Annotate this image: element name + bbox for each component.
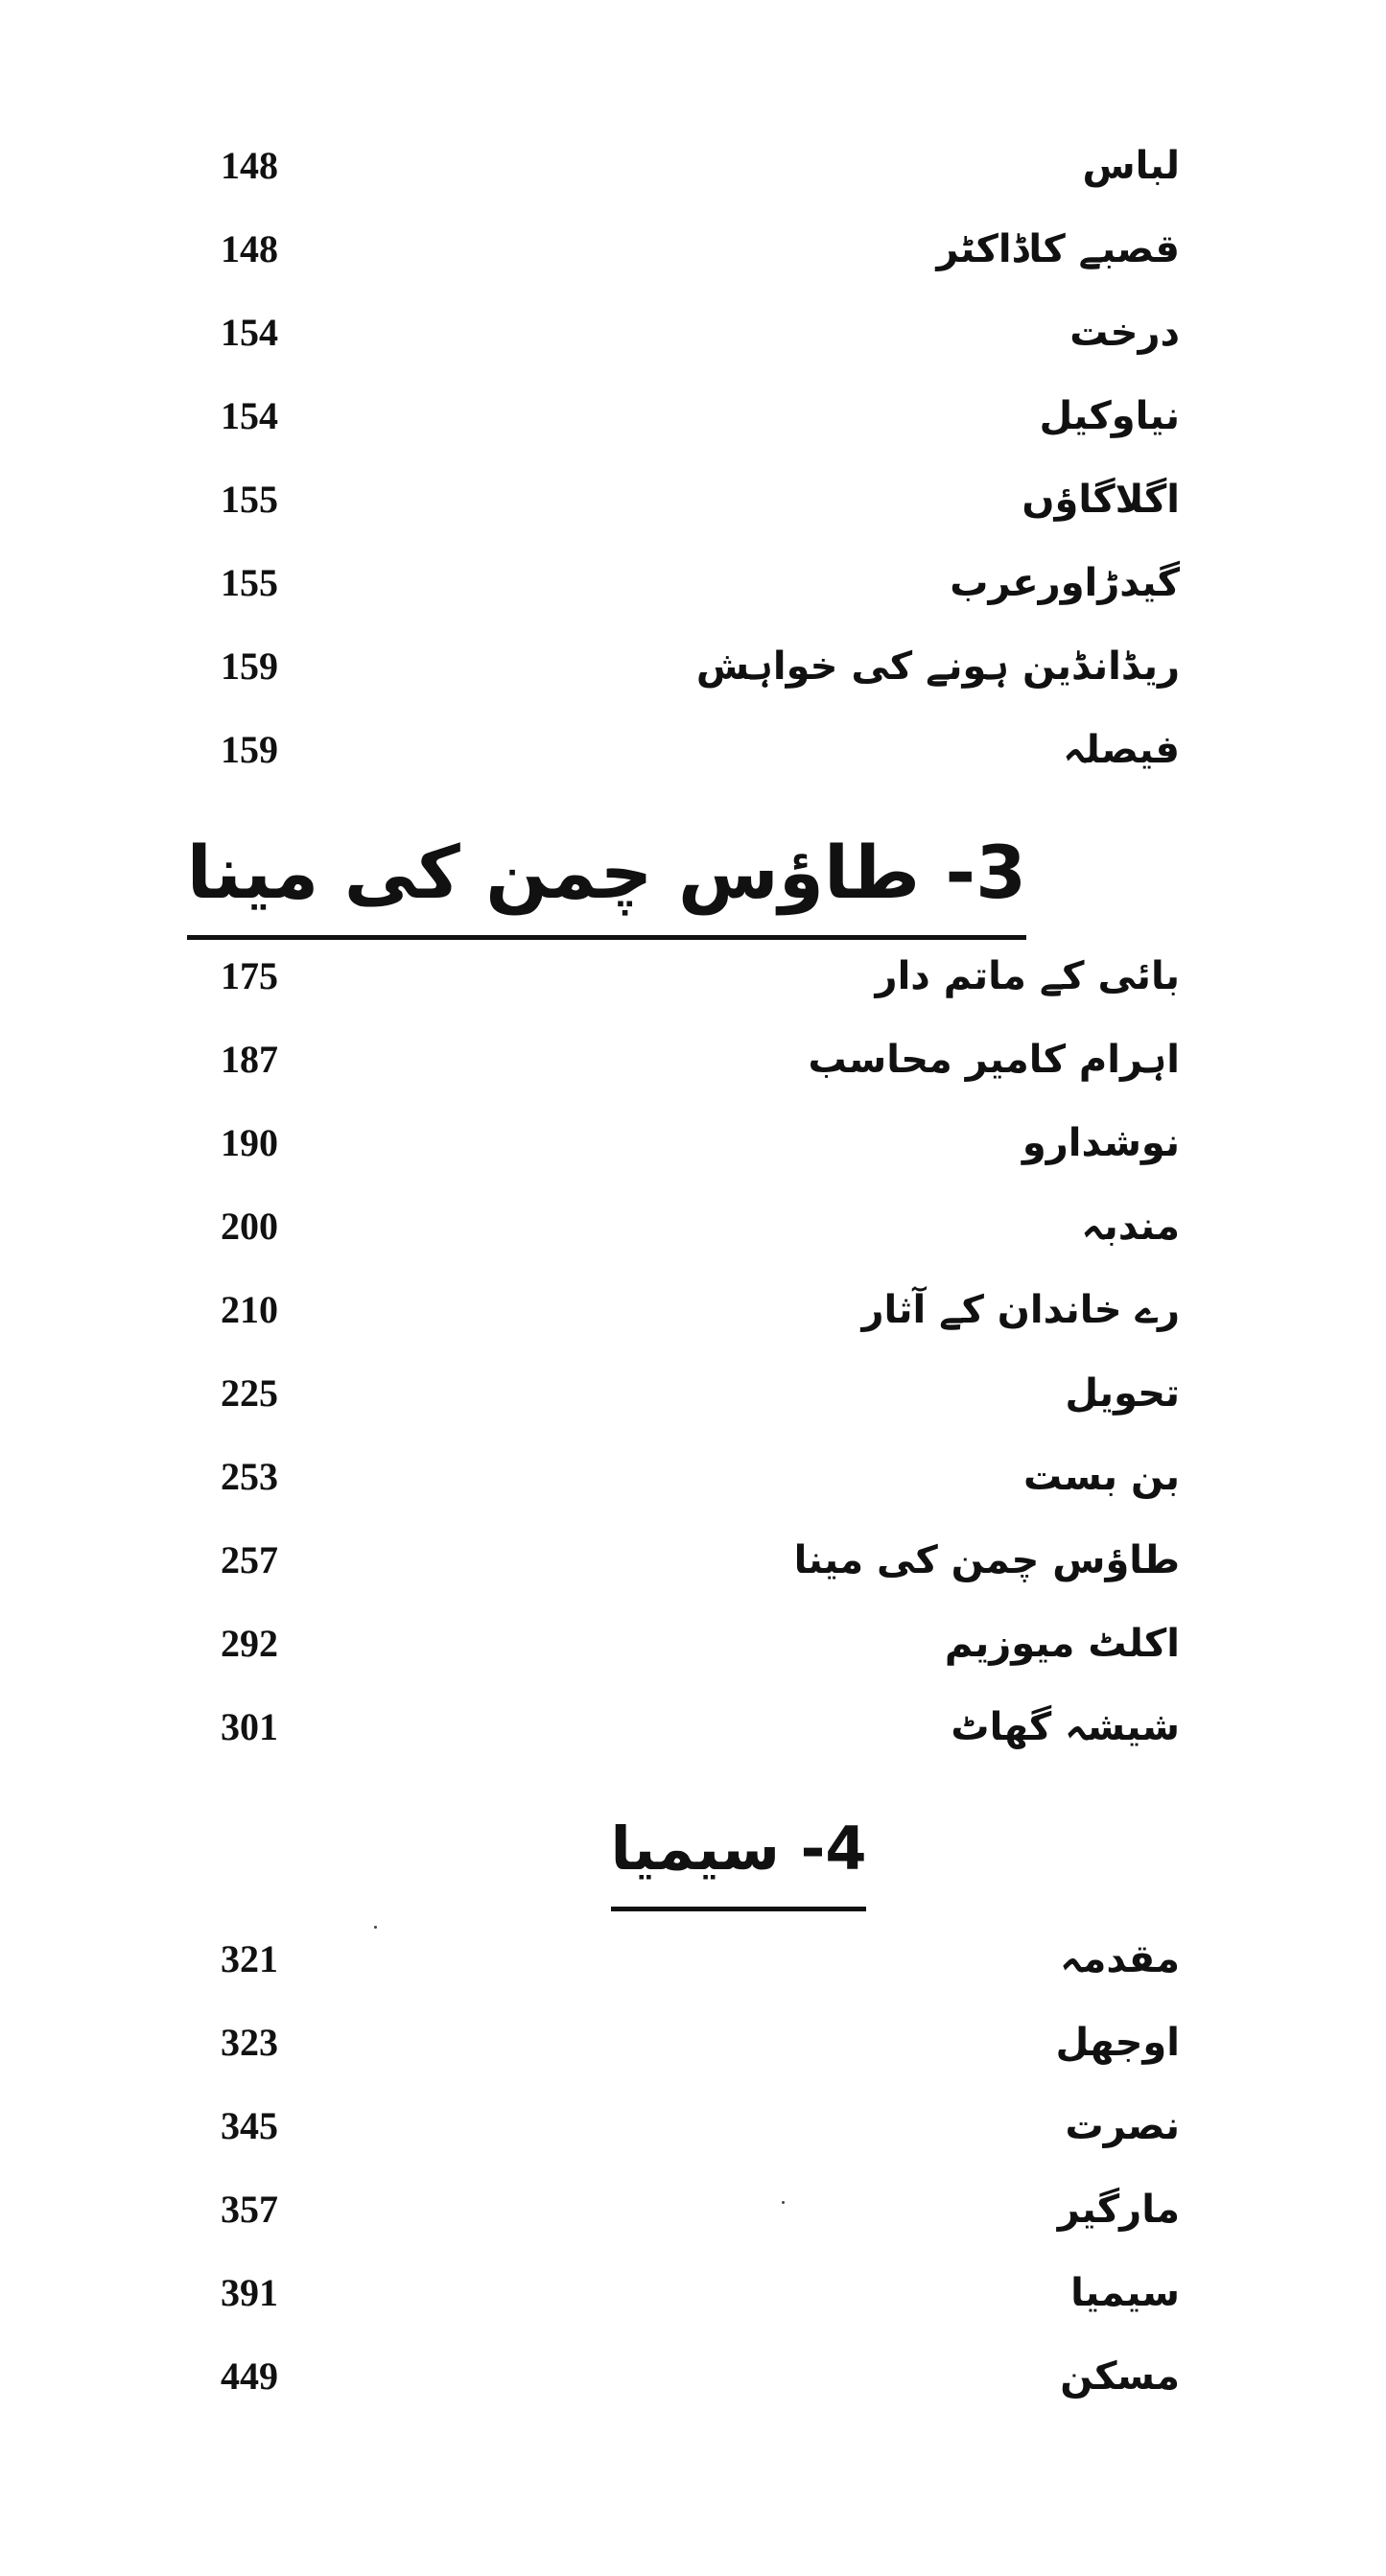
toc-page-number: 159 xyxy=(221,728,278,771)
toc-entry xyxy=(192,1188,1180,1265)
section-heading xyxy=(186,820,1026,940)
section-heading-text: 3- طاؤس چمن کی مینا xyxy=(187,820,1026,940)
toc-entry xyxy=(192,1021,1180,1098)
toc-page-number: 187 xyxy=(221,1038,278,1081)
toc-page-number: 391 xyxy=(221,2271,278,2314)
toc-page-number: 159 xyxy=(221,644,278,688)
toc-title: بن بست xyxy=(1022,1455,1180,1499)
toc-title: درخت xyxy=(1069,311,1180,355)
toc-page-number: 449 xyxy=(221,2354,278,2398)
toc-title: نصرت xyxy=(1065,2104,1180,2148)
scan-speck xyxy=(782,2201,785,2204)
toc-title: بائی کے ماتم دار xyxy=(875,954,1180,998)
toc-page-number: 253 xyxy=(221,1455,278,1498)
toc-page-number: 292 xyxy=(221,1622,278,1665)
toc-entry xyxy=(192,712,1180,788)
toc-page-number: 148 xyxy=(221,144,278,187)
section-heading xyxy=(604,1801,873,1911)
toc-page-number: 154 xyxy=(221,311,278,354)
toc-page-number: 148 xyxy=(221,227,278,270)
toc-page-number: 357 xyxy=(221,2188,278,2231)
toc-entry xyxy=(192,545,1180,621)
toc-page-number: 175 xyxy=(221,954,278,997)
toc-title: طاؤس چمن کی مینا xyxy=(793,1538,1180,1582)
toc-title: شیشہ گھاٹ xyxy=(951,1705,1180,1749)
toc-entry xyxy=(192,1522,1180,1599)
toc-page-number: 225 xyxy=(221,1371,278,1415)
toc-title: فیصلہ xyxy=(1063,728,1180,772)
toc-title: اوجھل xyxy=(1055,2021,1180,2065)
toc-page-number: 301 xyxy=(221,1705,278,1748)
toc-title: رے خاندان کے آثار xyxy=(861,1288,1180,1332)
toc-entry xyxy=(192,1689,1180,1766)
toc-entry xyxy=(192,461,1180,538)
toc-title: نوشدارو xyxy=(1022,1121,1180,1165)
toc-title: لباس xyxy=(1082,144,1180,188)
toc-entry xyxy=(192,294,1180,371)
section-heading-text: 4- سیمیا xyxy=(611,1801,867,1911)
toc-title: تحویل xyxy=(1065,1371,1180,1416)
toc-title: مارگیر xyxy=(1057,2188,1180,2232)
scan-speck xyxy=(374,1926,377,1929)
toc-title: مندبہ xyxy=(1081,1205,1180,1249)
toc-entry xyxy=(192,2255,1180,2331)
toc-title: اہرام کامیر محاسب xyxy=(808,1038,1180,1082)
toc-page-number: 154 xyxy=(221,394,278,437)
toc-entry xyxy=(192,1272,1180,1348)
toc-entry xyxy=(192,1355,1180,1432)
toc-page-number: 345 xyxy=(221,2104,278,2147)
toc-page-number: 200 xyxy=(221,1205,278,1248)
toc-entry xyxy=(192,378,1180,455)
toc-page-number: 257 xyxy=(221,1538,278,1581)
toc-entry xyxy=(192,938,1180,1015)
toc-page-number: 155 xyxy=(221,561,278,604)
toc-entry xyxy=(192,211,1180,288)
toc-entry xyxy=(192,1105,1180,1182)
toc-title: مسکن xyxy=(1060,2354,1180,2399)
toc-page-number: 190 xyxy=(221,1121,278,1164)
toc-title: مقدمہ xyxy=(1060,1937,1180,1981)
toc-title: اگلاگاؤں xyxy=(1022,478,1180,522)
toc-page-number: 321 xyxy=(221,1937,278,1980)
toc-title: نیاوکیل xyxy=(1039,394,1180,438)
toc-title: قصبے کاڈاکٹر xyxy=(936,227,1180,271)
toc-title: سیمیا xyxy=(1070,2271,1180,2315)
toc-entry xyxy=(192,2171,1180,2248)
toc-entry xyxy=(192,2338,1180,2415)
toc-title: ریڈانڈین ہونے کی خواہش xyxy=(695,644,1180,689)
toc-entry xyxy=(192,1921,1180,1998)
toc-title: اکلٹ میوزیم xyxy=(944,1622,1180,1666)
toc-entry xyxy=(192,628,1180,705)
toc-entry xyxy=(192,2004,1180,2081)
toc-entry xyxy=(192,1605,1180,1682)
toc-page-number: 155 xyxy=(221,478,278,521)
toc-title: گیدڑاورعرب xyxy=(950,561,1180,605)
toc-entry xyxy=(192,2088,1180,2165)
toc-page-number: 323 xyxy=(221,2021,278,2064)
toc-entry xyxy=(192,128,1180,204)
toc-entry xyxy=(192,1439,1180,1515)
toc-page-number: 210 xyxy=(221,1288,278,1331)
